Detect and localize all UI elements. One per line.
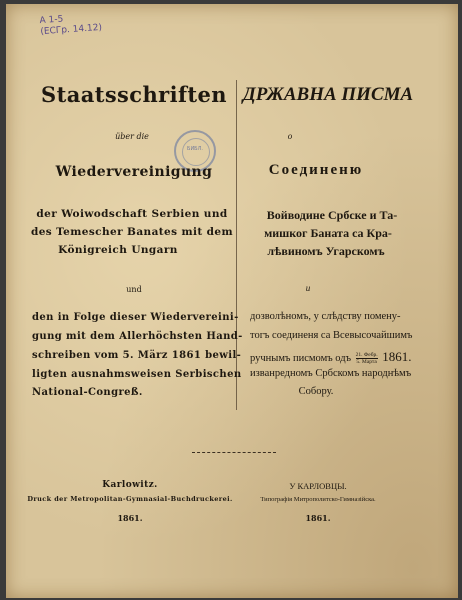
annotation-line-2: (ЕСГр. 14.12) [40,22,103,38]
serbian-line-3: лѣвиномъ Угарскомъ [267,244,385,258]
serbian-printer: Типографія Митрополитско-Гимназійска. [260,496,376,503]
german-title: Staatsschriften [41,82,227,107]
serbian-para-line-2: тогъ соединеня са Всевысочайшимъ [250,330,413,341]
german-para-line-2: gung mit dem Allerhöchsten Hand- [32,331,243,342]
serbian-year: 1861. [305,513,331,523]
serbian-date-old-style: 21. Фебр. [355,352,378,359]
serbian-para-line-1: дозволѣномъ, у слѣдству помену- [250,311,401,322]
serbian-and: и [305,283,311,293]
serbian-para-line-3-text: ручнымъ писмомъ одъ [250,353,352,364]
german-printer: Druck der Metropolitan-Gymnasial-Buchdruckerei. [27,495,233,503]
document-page [6,4,458,598]
serbian-para-line-4: изванредномъ Србскомъ народнѣмъ [250,368,412,379]
separator-rule [192,452,276,453]
serbian-place: У КАРЛОВЦЫ. [289,481,347,491]
serbian-subject: Соединеню [268,162,364,178]
serbian-para-line-3 [250,349,412,365]
serbian-date-fraction [356,352,378,365]
german-para-line-1: den in Folge dieser Wiedervereini- [32,312,239,323]
serbian-line-2: мишког Баната са Кра- [264,226,392,240]
german-place: Karlowitz. [102,480,158,490]
handwritten-annotation [39,12,102,38]
serbian-preposition: о [287,131,293,141]
serbian-date-new-style: 5. Марта [356,359,377,366]
german-para-line-3: schreiben vom 5. März 1861 bewil- [32,350,242,361]
german-line-3: Königreich Ungarn [58,244,178,256]
german-para-line-4: ligten ausnahmsweisen Serbischen [32,369,242,380]
german-line-1: der Woiwodschaft Serbien und [36,208,228,220]
stamp-label: БИБЛ. [187,146,203,152]
serbian-year-inline: 1861. [382,349,412,364]
german-and: und [126,285,142,294]
serbian-para-line-5: Собору. [298,386,334,397]
german-subject: Wiedervereinigung [55,164,213,180]
german-para-line-5: National-Congreß. [32,387,143,398]
serbian-title: ДРЖАВНА ПИСМА [242,84,414,105]
german-year: 1861. [117,513,143,523]
serbian-line-1: Войводине Србске и Та- [266,208,398,222]
german-line-2: des Temescher Banates mit dem [30,226,234,238]
annotation-line-1: A 1-5 [39,14,64,27]
german-preposition: über die [115,132,149,141]
